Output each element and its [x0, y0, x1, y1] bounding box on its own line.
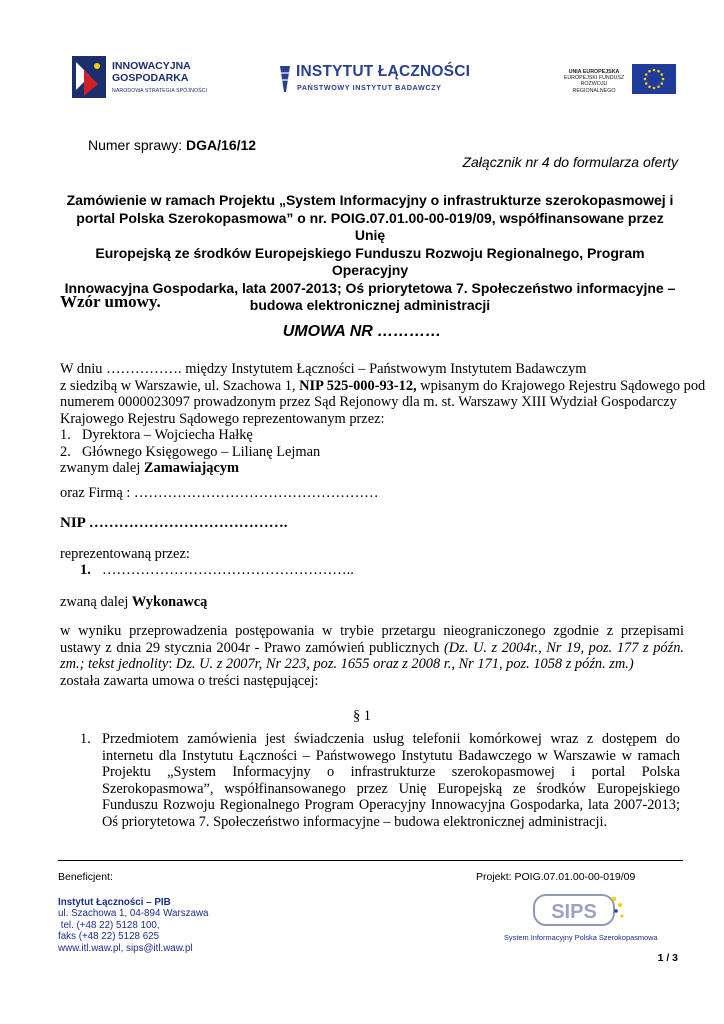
nip-value: NIP 525-000-93-12,	[299, 377, 417, 394]
eu-star-icon	[648, 85, 651, 88]
project-number: Projekt: POIG.07.01.00-00-019/09	[476, 871, 636, 883]
eu-star-icon	[648, 70, 651, 73]
representative-name: Dyrektora – Wojciecha Hałkę	[82, 427, 253, 443]
representative-name: Głównego Księgowego – Lilianę Lejman	[82, 443, 321, 460]
sips-caption: System Informacyjny Polska Szerokopasmowa	[504, 933, 658, 942]
ig-line2: GOSPODARKA	[112, 72, 189, 84]
eu-fund-logo	[562, 62, 678, 96]
case-number-label: Numer sprawy:	[88, 137, 187, 153]
eu-star-icon	[645, 73, 648, 76]
eu-star-icon	[657, 70, 660, 73]
representation-label: reprezentowaną przez:	[60, 546, 190, 562]
intro-line: numerem 0000023097 prowadzonym przez Sąd Rejonowy dla m. st. Warszawy XIII Wydział Gospodarczy	[60, 394, 677, 410]
representative-item	[60, 444, 700, 461]
intro-block	[60, 361, 706, 477]
eu-star-icon	[660, 73, 663, 76]
intro-line: W dniu ……………. między Instytutem Łączności – Państwowym Instytutem Badawczym	[60, 361, 587, 377]
itl-title: INSTYTUT ŁĄCZNOŚCI	[296, 63, 471, 80]
institution-web: www.itl.waw.pl, sips@itl.waw.pl	[58, 942, 193, 954]
section-mark: § 1	[353, 708, 371, 724]
institution-name: Instytut Łączności – PIB	[58, 897, 171, 908]
ig-line3: NARODOWA STRATEGIA SPÓJNOŚCI	[112, 88, 208, 94]
sips-logo	[504, 889, 658, 945]
project-heading-line: Innowacyjna Gospodarka, lata 2007-2013; Oś priorytetowa 7. Społeczeństwo informacyjne –	[64, 279, 676, 296]
list-number: 1.	[80, 562, 91, 578]
itl-emblem-icon	[278, 64, 292, 94]
paragraph-item	[80, 731, 680, 830]
eu-star-icon	[653, 87, 656, 90]
representation-placeholder: ……………………………………………..	[102, 562, 354, 578]
eu-star-icon	[653, 69, 656, 72]
contractor-text: zwaną dalej	[60, 594, 132, 610]
project-heading-line: budowa elektronicznej administracji	[249, 297, 491, 313]
procedure-paragraph	[60, 623, 684, 689]
ue-line1: UNIA EUROPEJSKA	[568, 69, 620, 75]
beneficiary-label: Beneficjent:	[58, 871, 113, 883]
paragraph-text: Przedmiotem zamówienia jest świadczenia usług telefonii komórkowej wraz z dostępem do internetu dla Instytutu Łączności – Państwowego Instytutu Badawczego w Warszawie w ramach Projektu „System Informacyjny o infrastrukturze szerokopasmowej i portal Polska Szerokopasmowa”, współfinansowanego przez Unię Europejską ze środków Europejskiego Funduszu Rozwoju Regionalnego Program Operacyjny Innowacyjna Gospodarka, lata 2007-2013; Oś priorytetowa 7. Społeczeństwo informacyjne – budowa elektronicznej administracji.	[102, 731, 680, 830]
institution-phone: tel. (+48 22) 5128 100,	[58, 919, 160, 931]
party-name: Wykonawcą	[131, 594, 208, 610]
intro-line	[60, 377, 706, 395]
list-number: 1.	[60, 427, 71, 443]
project-heading-line: portal Polska Szerokopasmowa” o nr. POIG.07.01.00-00-019/09, współfinansowane przez Unię	[76, 209, 664, 243]
intro-text: zwanym dalej	[60, 460, 144, 476]
party-name: Zamawiającym	[143, 460, 240, 476]
intro-line	[60, 460, 700, 477]
procedure-text: w wyniku przeprowadzenia postępowania w trybie przetargu nieograniczonego zgodnie z przepisami ustawy z dnia 29 stycznia 2004r - Prawo zamówień publicznych	[60, 623, 684, 656]
ue-line3: ROZWOJU REGIONALNEGO	[572, 81, 616, 94]
representative-item	[60, 427, 700, 444]
sips-logo-text: SIPS	[551, 901, 597, 923]
institution-fax: faks (+48 22) 5128 625	[58, 931, 160, 943]
procedure-text: została zawarta umowa o treści następującej:	[60, 672, 319, 689]
itl-subtitle: PAŃSTWOWY INSTYTUT BADAWCZY	[297, 83, 442, 92]
attachment-label: Załącznik nr 4 do formularza oferty	[462, 154, 678, 170]
eu-star-icon	[657, 85, 660, 88]
form-title: Wzór umowy.	[60, 292, 161, 311]
eu-flag-icon	[632, 64, 676, 94]
project-heading-line: Zamówienie w ramach Projektu „System Informacyjny o infrastrukturze szerokopasmowej i	[66, 192, 674, 208]
contractor-line	[60, 594, 207, 611]
institution-address: ul. Szachowa 1, 04-894 Warszawa	[58, 908, 209, 920]
representation-item	[80, 562, 354, 579]
intro-line: Krajowego Rejestru Sądowego reprezentowanym przez:	[60, 410, 385, 427]
eu-star-icon	[645, 82, 648, 85]
nip-line: NIP ………………………………….	[60, 515, 288, 531]
legal-reference: Dz. U. z 2007r, Nr 223, poz. 1655 oraz z 2008 r., Nr 171, poz. 1058 z późn. zm.)	[175, 656, 634, 672]
institution-contact	[58, 897, 208, 954]
ig-logo-mark-icon	[72, 56, 106, 98]
eu-star-icon	[644, 78, 647, 81]
list-number: 1.	[80, 731, 91, 747]
page-number: 1 / 3	[657, 952, 678, 964]
case-number	[88, 137, 256, 153]
eu-star-icon	[662, 78, 665, 81]
intro-text: wpisanym do Krajowego Rejestru Sądowego pod	[416, 377, 706, 394]
project-heading-line: Europejską ze środków Europejskiego Funduszu Rozwoju Regionalnego, Program Operacyjny	[95, 244, 645, 278]
innowacyjna-gospodarka-logo	[72, 52, 212, 104]
list-number: 2.	[60, 443, 71, 460]
firm-line: oraz Firmą : ……………………………………………	[60, 485, 379, 501]
intro-text: z siedzibą w Warszawie, ul. Szachowa 1,	[60, 377, 300, 394]
instytut-lacznosci-logo	[278, 62, 471, 102]
contract-number: UMOWA NR …………	[282, 323, 442, 340]
footer-divider	[58, 860, 683, 861]
procedure-text: :	[168, 656, 176, 672]
case-number-value: DGA/16/12	[186, 137, 257, 153]
ig-line1: INNOWACYJNA	[112, 60, 191, 72]
legal-reference: (Dz. U. z 2004r., Nr 19, poz. 177 z późn. zm.; tekst jednolity	[60, 639, 684, 672]
sips-logo-mark-icon	[504, 889, 654, 933]
ue-line2: EUROPEJSKI FUNDUSZ	[563, 75, 625, 82]
eu-star-icon	[660, 82, 663, 85]
